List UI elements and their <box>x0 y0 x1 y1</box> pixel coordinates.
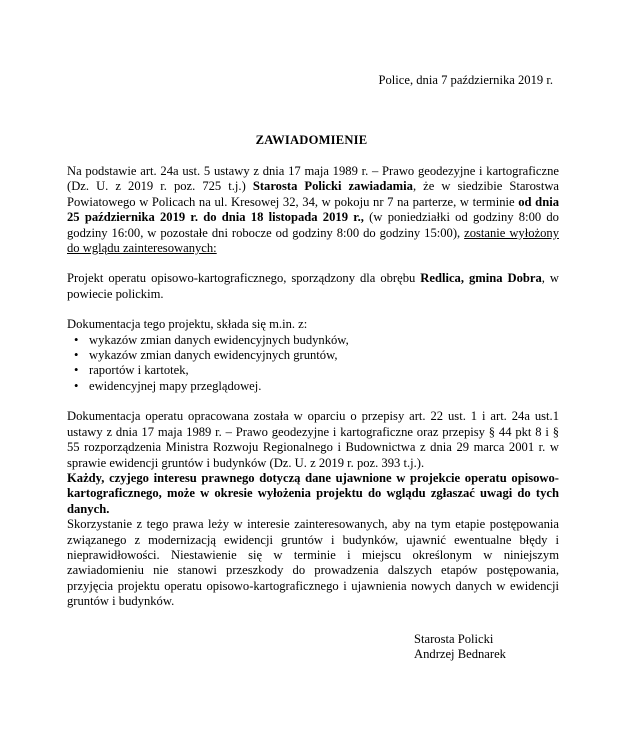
paragraph-project-text-1: Projekt operatu opisowo-kartograficznego, sporządzony dla obrębu <box>67 271 421 286</box>
document-title: ZAWIADOMIENIE <box>255 133 368 147</box>
bullet-icon: • <box>74 378 79 393</box>
list-item-text: wykazów zmian danych ewidencyjnych budynków, <box>89 332 349 347</box>
paragraph-project-text-2: , w powiecie polickim. <box>67 271 560 301</box>
list-item-text: wykazów zmian danych ewidencyjnych gruntów, <box>89 348 338 363</box>
paragraph-interest: Skorzystanie z tego prawa leży w interesie zainteresowanych, aby na tym etapie postępowania związanego z modernizacją ewidencji gruntów i budynków, ujawnić ewentualne błędy i nieprawidłowości. Niestawienie się w terminie i miejscu określonym w niniejszym zawiadomieniu nie stanowi przeszkody do prowadzenia dalszych etapów postępowania, przyjęcia projektu operatu opisowo-kartograficznego i ujawnienia nowych danych w ewidencji gruntów i budynków. <box>67 517 559 609</box>
list-item <box>67 363 559 378</box>
signature-title: Starosta Policki <box>414 632 494 646</box>
date-line: Police, dnia 7 października 2019 r. <box>378 73 553 87</box>
spacer <box>67 394 559 409</box>
list-item <box>67 379 559 394</box>
document-body <box>67 164 559 610</box>
paragraph-legal-basis <box>67 164 559 256</box>
paragraph-rights-bold: Każdy, czyjego interesu prawnego dotyczą dane ujawnione w projekcie operatu opisowo-kartograficznego, może w okresie wyłożenia projektu do wglądu zgłaszać uwagi do tych danych. <box>67 470 559 516</box>
paragraph-legal-basis-text-1: Na podstawie art. 24a ust. 5 ustawy z dnia 17 maja 1989 r. – Prawo geodezyjne i kartograficzne (Dz. U. z 2019 r. poz. 725 t.j.) <box>67 164 559 194</box>
list-item <box>67 333 559 348</box>
signature-block <box>414 632 506 663</box>
paragraph-legal-basis-text-3: (w poniedziałki od godziny 8:00 do godziny 16:00, w pozostałe dni robocze od godziny 8:00 do godziny 15:00), <box>67 210 559 240</box>
spacer <box>67 256 559 271</box>
paragraph-legal-basis-text-2: , że w siedzibie Starostwa Powiatowego w Policach na ul. Kresowej 32, 34, w pokoju nr 7 na parterze, w terminie <box>67 179 559 209</box>
bullet-icon: • <box>74 348 79 363</box>
starosta-notice-bold: Starosta Policki zawiadamia <box>252 179 413 194</box>
display-notice-underlined: zostanie wyłożony do wglądu zainteresowanych: <box>67 225 560 256</box>
precinct-name-bold: Redlica, gmina Dobra <box>420 271 542 286</box>
paragraph-project <box>67 271 559 302</box>
list-item <box>67 348 559 363</box>
documentation-list <box>67 333 559 395</box>
paragraph-documentation-intro: Dokumentacja tego projektu, składa się m.in. z: <box>67 317 308 332</box>
list-item-text: raportów i kartotek, <box>89 363 189 378</box>
spacer <box>67 302 559 317</box>
paragraph-regulations: Dokumentacja operatu opracowana została w oparciu o przepisy art. 22 ust. 1 i art. 24a ust.1 ustawy z dnia 17 maja 1989 r. – Prawo geodezyjne i kartograficzne oraz przepisy § 44 pkt 8 i § 55 rozporządzenia Ministra Rozwoju Regionalnego i Budownictwa z dnia 29 marca 2001 r. w sprawie ewidencji gruntów i budynków (Dz. U. z 2019 r. poz. 393 t.j.). <box>67 409 559 470</box>
display-period-bold: od dnia 25 października 2019 r. do dnia 18 listopada 2019 r., <box>67 194 559 225</box>
bullet-icon: • <box>74 332 79 347</box>
list-item-text: ewidencyjnej mapy przeglądowej. <box>89 378 262 393</box>
signature-name: Andrzej Bednarek <box>414 647 506 662</box>
bullet-icon: • <box>74 363 79 378</box>
